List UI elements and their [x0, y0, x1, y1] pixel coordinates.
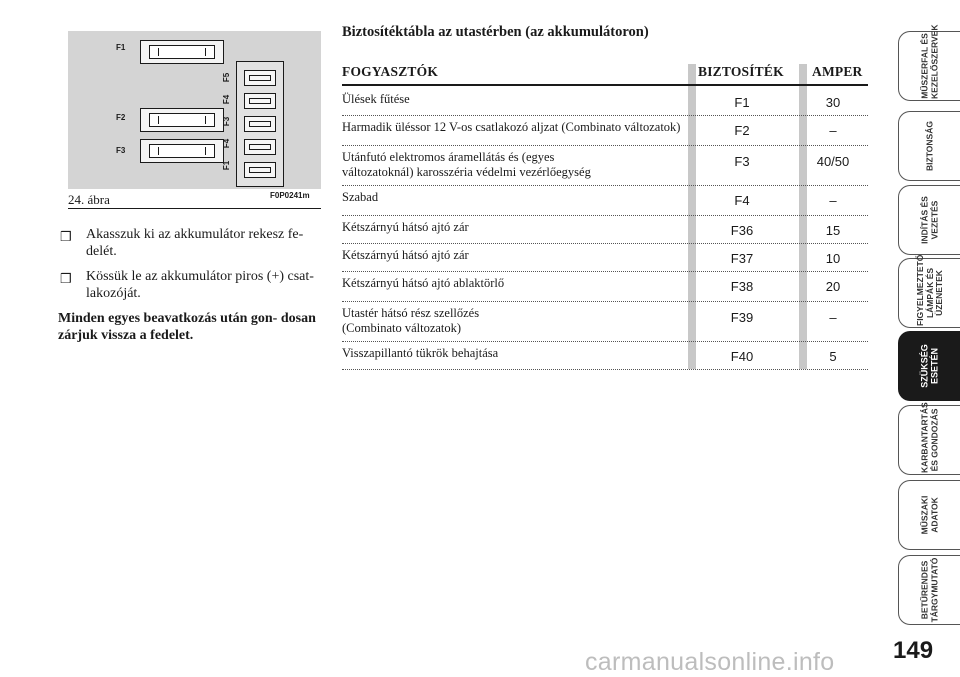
- amp-value: 40/50: [816, 154, 850, 169]
- fuse-id: F2: [734, 123, 750, 138]
- maxi-fuse-f1: [140, 40, 224, 64]
- fuse-col-label-f1: F1: [222, 160, 232, 171]
- amp-value: –: [829, 193, 837, 208]
- watermark: carmanualsonline.info: [585, 648, 835, 676]
- table-row: [342, 272, 868, 302]
- amp-value: 5: [829, 349, 837, 364]
- chapter-tab-label: SZÜKSÉG ESETÉN: [919, 344, 939, 388]
- instruction-item: [58, 268, 326, 302]
- chapter-tab-label: INDÍTÁS ÉS VEZETÉS: [919, 196, 939, 244]
- fuse-col-label-f5: F5: [222, 72, 232, 83]
- chapter-tab-label: FIGYELMEZTETŐ LÁMPÁK ÉS ÜZENETEK: [914, 254, 944, 326]
- fuse-label-f2: F2: [116, 113, 126, 122]
- fuse-label-f1: F1: [116, 43, 126, 52]
- caption-divider: [68, 208, 321, 209]
- table-row: [342, 216, 868, 244]
- consumer-name: Utánfutó elektromos áramellátás és (egyes változatoknál) karosszéria védelmi vezérlőegység: [342, 150, 591, 179]
- checkbox-bullet-icon: ❒: [60, 271, 72, 286]
- instruction-text: Kössük le az akkumulátor piros (+) csat- lakozóját.: [86, 269, 314, 301]
- amp-value: 10: [825, 251, 841, 266]
- chapter-tab-label: BIZTONSÁG: [923, 121, 934, 171]
- table-row: [342, 186, 868, 216]
- amp-value: –: [829, 310, 837, 325]
- instructions: [58, 226, 326, 344]
- consumer-name: Kétszárnyú hátsó ajtó zár: [342, 248, 469, 262]
- amp-value: 30: [825, 95, 841, 110]
- chapter-tab-8[interactable]: [898, 555, 960, 625]
- table-row: [342, 116, 868, 146]
- instruction-note: Minden egyes beavatkozás után gon- dosan zárjuk vissza a fedelet.: [58, 311, 316, 343]
- fuse-id: F37: [730, 251, 754, 266]
- header-consumer: FOGYASZTÓK: [342, 64, 439, 79]
- fuse-id: F4: [734, 193, 750, 208]
- fuse-id: F39: [730, 310, 754, 325]
- amp-value: –: [829, 123, 837, 138]
- chapter-tab-7[interactable]: [898, 480, 960, 550]
- maxi-fuse-f2: [140, 108, 224, 132]
- instruction-item: [58, 226, 326, 260]
- mini-fuse: [244, 139, 276, 155]
- table-row: [342, 342, 868, 370]
- chapter-tab-label: KARBANTARTÁS ÉS GONDOZÁS: [919, 402, 939, 473]
- header-rule: [342, 84, 868, 86]
- table-row: [342, 302, 868, 342]
- fuse-id: F3: [734, 154, 750, 169]
- chapter-tab-1[interactable]: [898, 24, 960, 101]
- fuse-id: F36: [730, 223, 754, 238]
- consumer-name: Visszapillantó tükrök behajtása: [342, 346, 499, 360]
- chapter-tab-label: MŰSZAKI ADATOK: [919, 495, 939, 535]
- fuse-col-label-f4b: F4: [222, 138, 232, 149]
- header-fuse: BIZTOSÍTÉK: [698, 64, 784, 79]
- chapter-tab-2[interactable]: [898, 111, 960, 181]
- consumer-name: Ülések fűtése: [342, 92, 410, 106]
- amp-value: 15: [825, 223, 841, 238]
- fuse-diagram: [68, 31, 321, 189]
- table-title: Biztosítéktábla az utastérben (az akkumulátoron): [342, 24, 649, 40]
- fuse-block: [236, 61, 284, 187]
- table-row: [342, 88, 868, 116]
- page-number: 149: [893, 637, 934, 664]
- fuse-label-f3: F3: [116, 146, 126, 155]
- table-row: [342, 146, 868, 186]
- chapter-tab-5[interactable]: [898, 331, 960, 401]
- checkbox-bullet-icon: ❒: [60, 229, 72, 244]
- maxi-fuse-f3: [140, 139, 224, 163]
- mini-fuse: [244, 162, 276, 178]
- instruction-text: Akasszuk ki az akkumulátor rekesz fe- delét.: [86, 227, 304, 259]
- chapter-tab-label: BETŰRENDES TÁRGYMUTATÓ: [919, 557, 939, 623]
- consumer-name: Kétszárnyú hátsó ajtó ablaktörlő: [342, 276, 505, 290]
- fuse-col-label-f4a: F4: [222, 94, 232, 105]
- mini-fuse: [244, 116, 276, 132]
- mini-fuse: [244, 70, 276, 86]
- consumer-name: Harmadik üléssor 12 V-os csatlakozó aljzat (Combinato változatok): [342, 120, 681, 134]
- fuse-id: F1: [734, 95, 750, 110]
- figure-caption: 24. ábra: [68, 192, 110, 207]
- fuse-id: F38: [730, 279, 754, 294]
- mini-fuse: [244, 93, 276, 109]
- chapter-tab-6[interactable]: [898, 402, 960, 475]
- figure-code: F0P0241m: [270, 191, 310, 200]
- chapter-tab-4[interactable]: [898, 254, 960, 328]
- consumer-name: Kétszárnyú hátsó ajtó zár: [342, 220, 469, 234]
- amp-value: 20: [825, 279, 841, 294]
- chapter-tab-label: MŰSZERFAL ÉS KEZELŐSZERVEK: [919, 24, 939, 99]
- fuse-id: F40: [730, 349, 754, 364]
- consumer-name: Utastér hátsó rész szellőzés (Combinato változatok): [342, 306, 480, 335]
- header-amp: AMPER: [812, 64, 863, 79]
- table-row: [342, 244, 868, 272]
- consumer-name: Szabad: [342, 190, 379, 204]
- fuse-col-label-f3: F3: [222, 116, 232, 127]
- chapter-tab-3[interactable]: [898, 185, 960, 255]
